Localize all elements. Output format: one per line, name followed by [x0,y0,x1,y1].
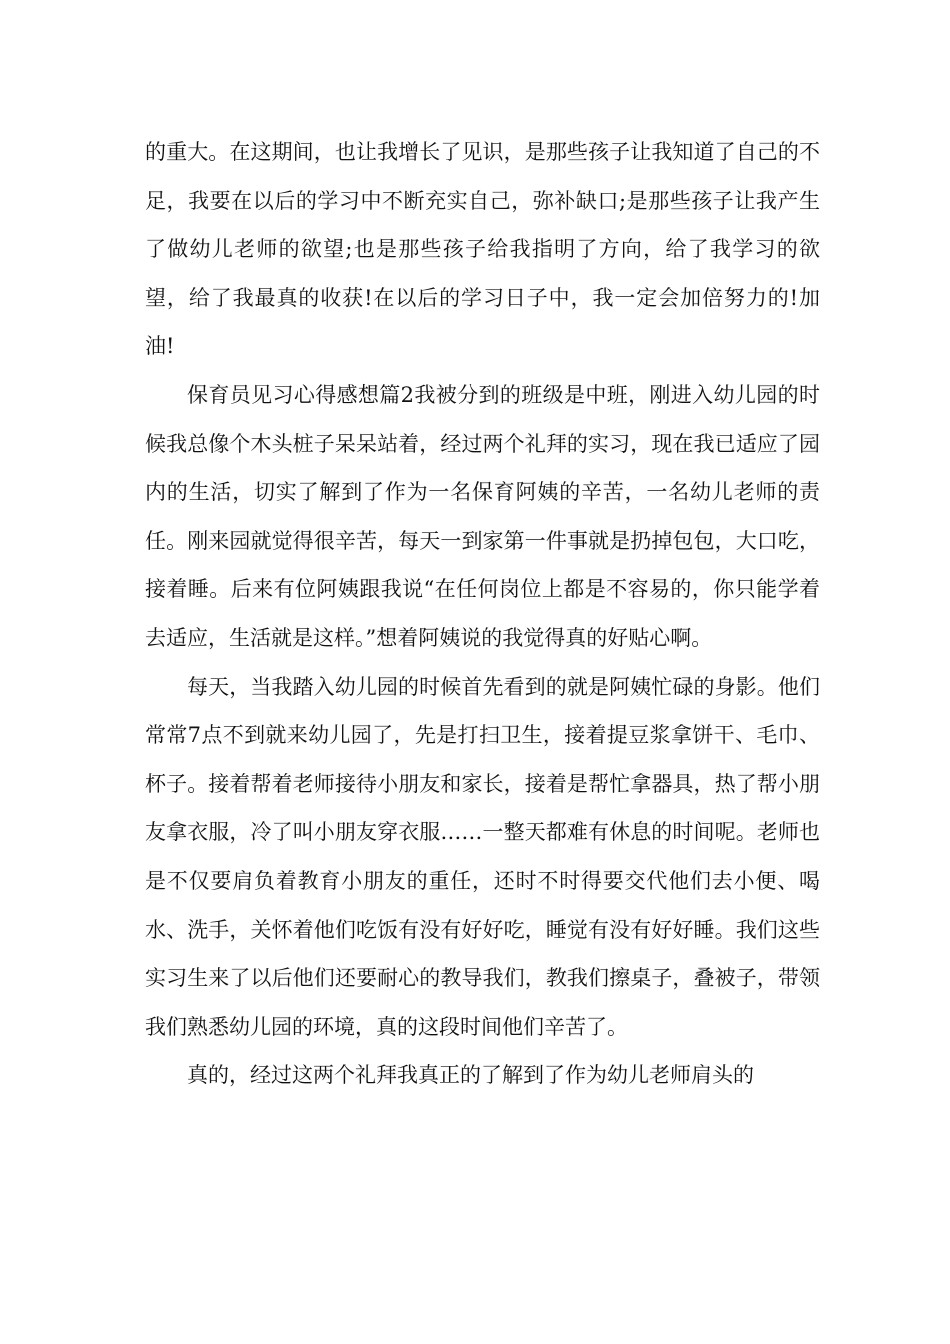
document-body [145,128,820,1100]
paragraph-4: 真的，经过这两个礼拜我真正的了解到了作为幼儿老师肩头的 [187,1063,754,1088]
paragraph-1: 的重大。在这期间，也让我增长了见识，是那些孩子让我知道了自己的不足，我要在以后的学习中不断充实自己，弥补缺口;是那些孩子让我产生了做幼儿老师的欲望;也是那些孩子给我指明了方向，给了我学习的欲望，给了我最真的收获!在以后的学习日子中，我一定会加倍努力的!加油! [145,140,820,359]
paragraph-3: 每天，当我踏入幼儿园的时候首先看到的就是阿姨忙碌的身影。他们常常7点不到就来幼儿园了，先是打扫卫生，接着提豆浆拿饼干、毛巾、杯子。接着帮着老师接待小朋友和家长，接着是帮忙拿器具，热了帮小朋友拿衣服，冷了叫小朋友穿衣服……一整天都难有休息的时间呢。老师也是不仅要肩负着教育小朋友的重任，还时不时得要交代他们去小便、喝水、洗手，关怀着他们吃饭有没有好好吃，睡觉有没有好好睡。我们这些实习生来了以后他们还要耐心的教导我们，教我们擦桌子，叠被子，带领我们熟悉幼儿园的环境，真的这段时间他们辛苦了。 [145,674,820,1039]
paragraph-2: 保育员见习心得感想篇2我被分到的班级是中班，刚进入幼儿园的时候我总像个木头桩子呆呆站着，经过两个礼拜的实习，现在我已适应了园内的生活，切实了解到了作为一名保育阿姨的辛苦，一名幼儿老师的责任。刚来园就觉得很辛苦，每天一到家第一件事就是扔掉包包，大口吃，接着睡。后来有位阿姨跟我说“在任何岗位上都是不容易的，你只能学着去适应，生活就是这样。”想着阿姨说的我觉得真的好贴心啊。 [145,382,820,650]
